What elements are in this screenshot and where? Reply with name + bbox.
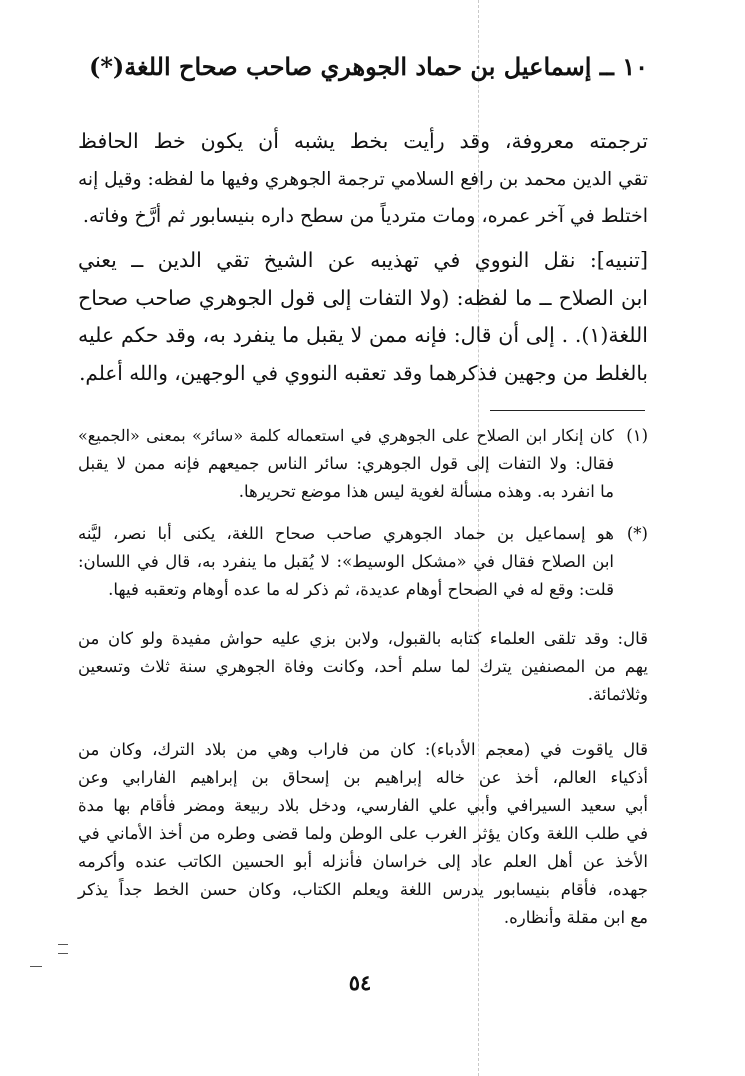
text-line: ابن الصلاح ــ ما لفظه: (ولا التفات إلى قول الجوهري صاحب صحاح [78,285,648,310]
text-line: [تنبيه]: نقل النووي في تهذيبه عن الشيخ تقي الدين ــ يعني [78,248,648,272]
text-line: اللغة(١). . إلى أن قال: فإنه ممن لا يقبل ما ينفرد به، وقد حكم عليه [78,323,648,347]
note-paragraph-yaqut [78,736,648,932]
footnote-line: ما انفرد به. وهذه مسألة لغوية ليس هذا موضع تحريرها. [238,482,614,501]
text-line: تقي الدين محمد بن رافع السلامي ترجمة الجوهري وفيها ما لفظه: وقيل إنه [78,168,648,190]
section-heading: ١٠ ــ إسماعيل بن حماد الجوهري صاحب صحاح اللغة(*) [88,52,648,81]
footnote-1 [78,422,648,506]
footnote-marker: (١) [626,426,648,445]
note-line: مع ابن مقلة وأنظاره. [503,908,648,927]
note-line: أبي سعيد السيرافي وأبي علي الفارسي، ودخل بلاد ربيعة ومضر فأقام بها مدة [78,796,648,815]
footnote-line: قلت: وقع له في الصحاح أوهام عديدة، ثم ذكر له ما عده أوهام وتعقبه فيها. [108,580,614,599]
footnote-line: فقال: ولا التفات إلى قول الجوهري: سائر الناس جميعهم فإنه ممن لا يقبل [78,454,614,473]
text-line: ترجمته معروفة، وقد رأيت بخط يشبه أن يكون خط الحافظ [78,129,648,153]
note-line: الأخذ عن أهل العلم عاد إلى خراسان فأنزله أبو الحسين الكاتب عنده وأكرمه [78,852,648,871]
note-line: وثلاثمائة. [587,685,648,704]
note-line: في طلب اللغة وكان يؤثر الغرب على الوطن ولما قضى وطره من أخذ الأماني في [78,824,648,843]
page-number: ٥٤ [348,970,372,995]
footnote-line: ابن الصلاح فقال في «مشكل الوسيط»: لا يُقبل ما ينفرد به، قال في اللسان: [78,552,614,571]
note-line: قال: وقد تلقى العلماء كتابه بالقبول، ولابن بزي عليه حواش مفيدة ولو كان من [78,629,648,648]
footnote-marker: (*) [626,524,648,543]
note-line: جهده، فأقام بنيسابور يدرس اللغة ويعلم الكتاب، وكان حسن الخط جداً يذكر [78,880,648,899]
paragraph-notice [78,242,648,392]
note-paragraph [78,625,648,709]
note-line: قال ياقوت في (معجم الأدباء): كان من فاراب وهي من بلاد الترك، وكان من [78,740,648,759]
footnote-separator [490,410,645,411]
footnote-line: كان إنكار ابن الصلاح على الجوهري في استعماله كلمة «سائر» بمعنى «الجميع» [78,426,614,445]
note-line: أذكياء العالم، أخذ عن خاله إبراهيم بن إسحاق بن إبراهيم الفارابي وعن [78,768,648,787]
text-line: اختلط في آخر عمره، ومات متردياً من سطح داره بنيسابور ثم أرَّخ وفاته. [82,205,648,227]
footnote-star [78,520,648,604]
note-line: يهم من المصنفين يترك لما سلم أحد، وكانت وفاة الجوهري سنة ثلاث وتسعين [78,657,648,676]
paragraph-biography [78,123,648,236]
gutter-mark [58,944,68,954]
footnote-line: هو إسماعيل بن حماد الجوهري صاحب صحاح اللغة، يكنى أبا نصر، ليَّنه [78,524,614,543]
text-line: بالغلط من وجهين فذكرهما وقد تعقبه النووي في الوجهين، والله أعلم. [79,360,648,385]
gutter-dash [30,966,42,967]
